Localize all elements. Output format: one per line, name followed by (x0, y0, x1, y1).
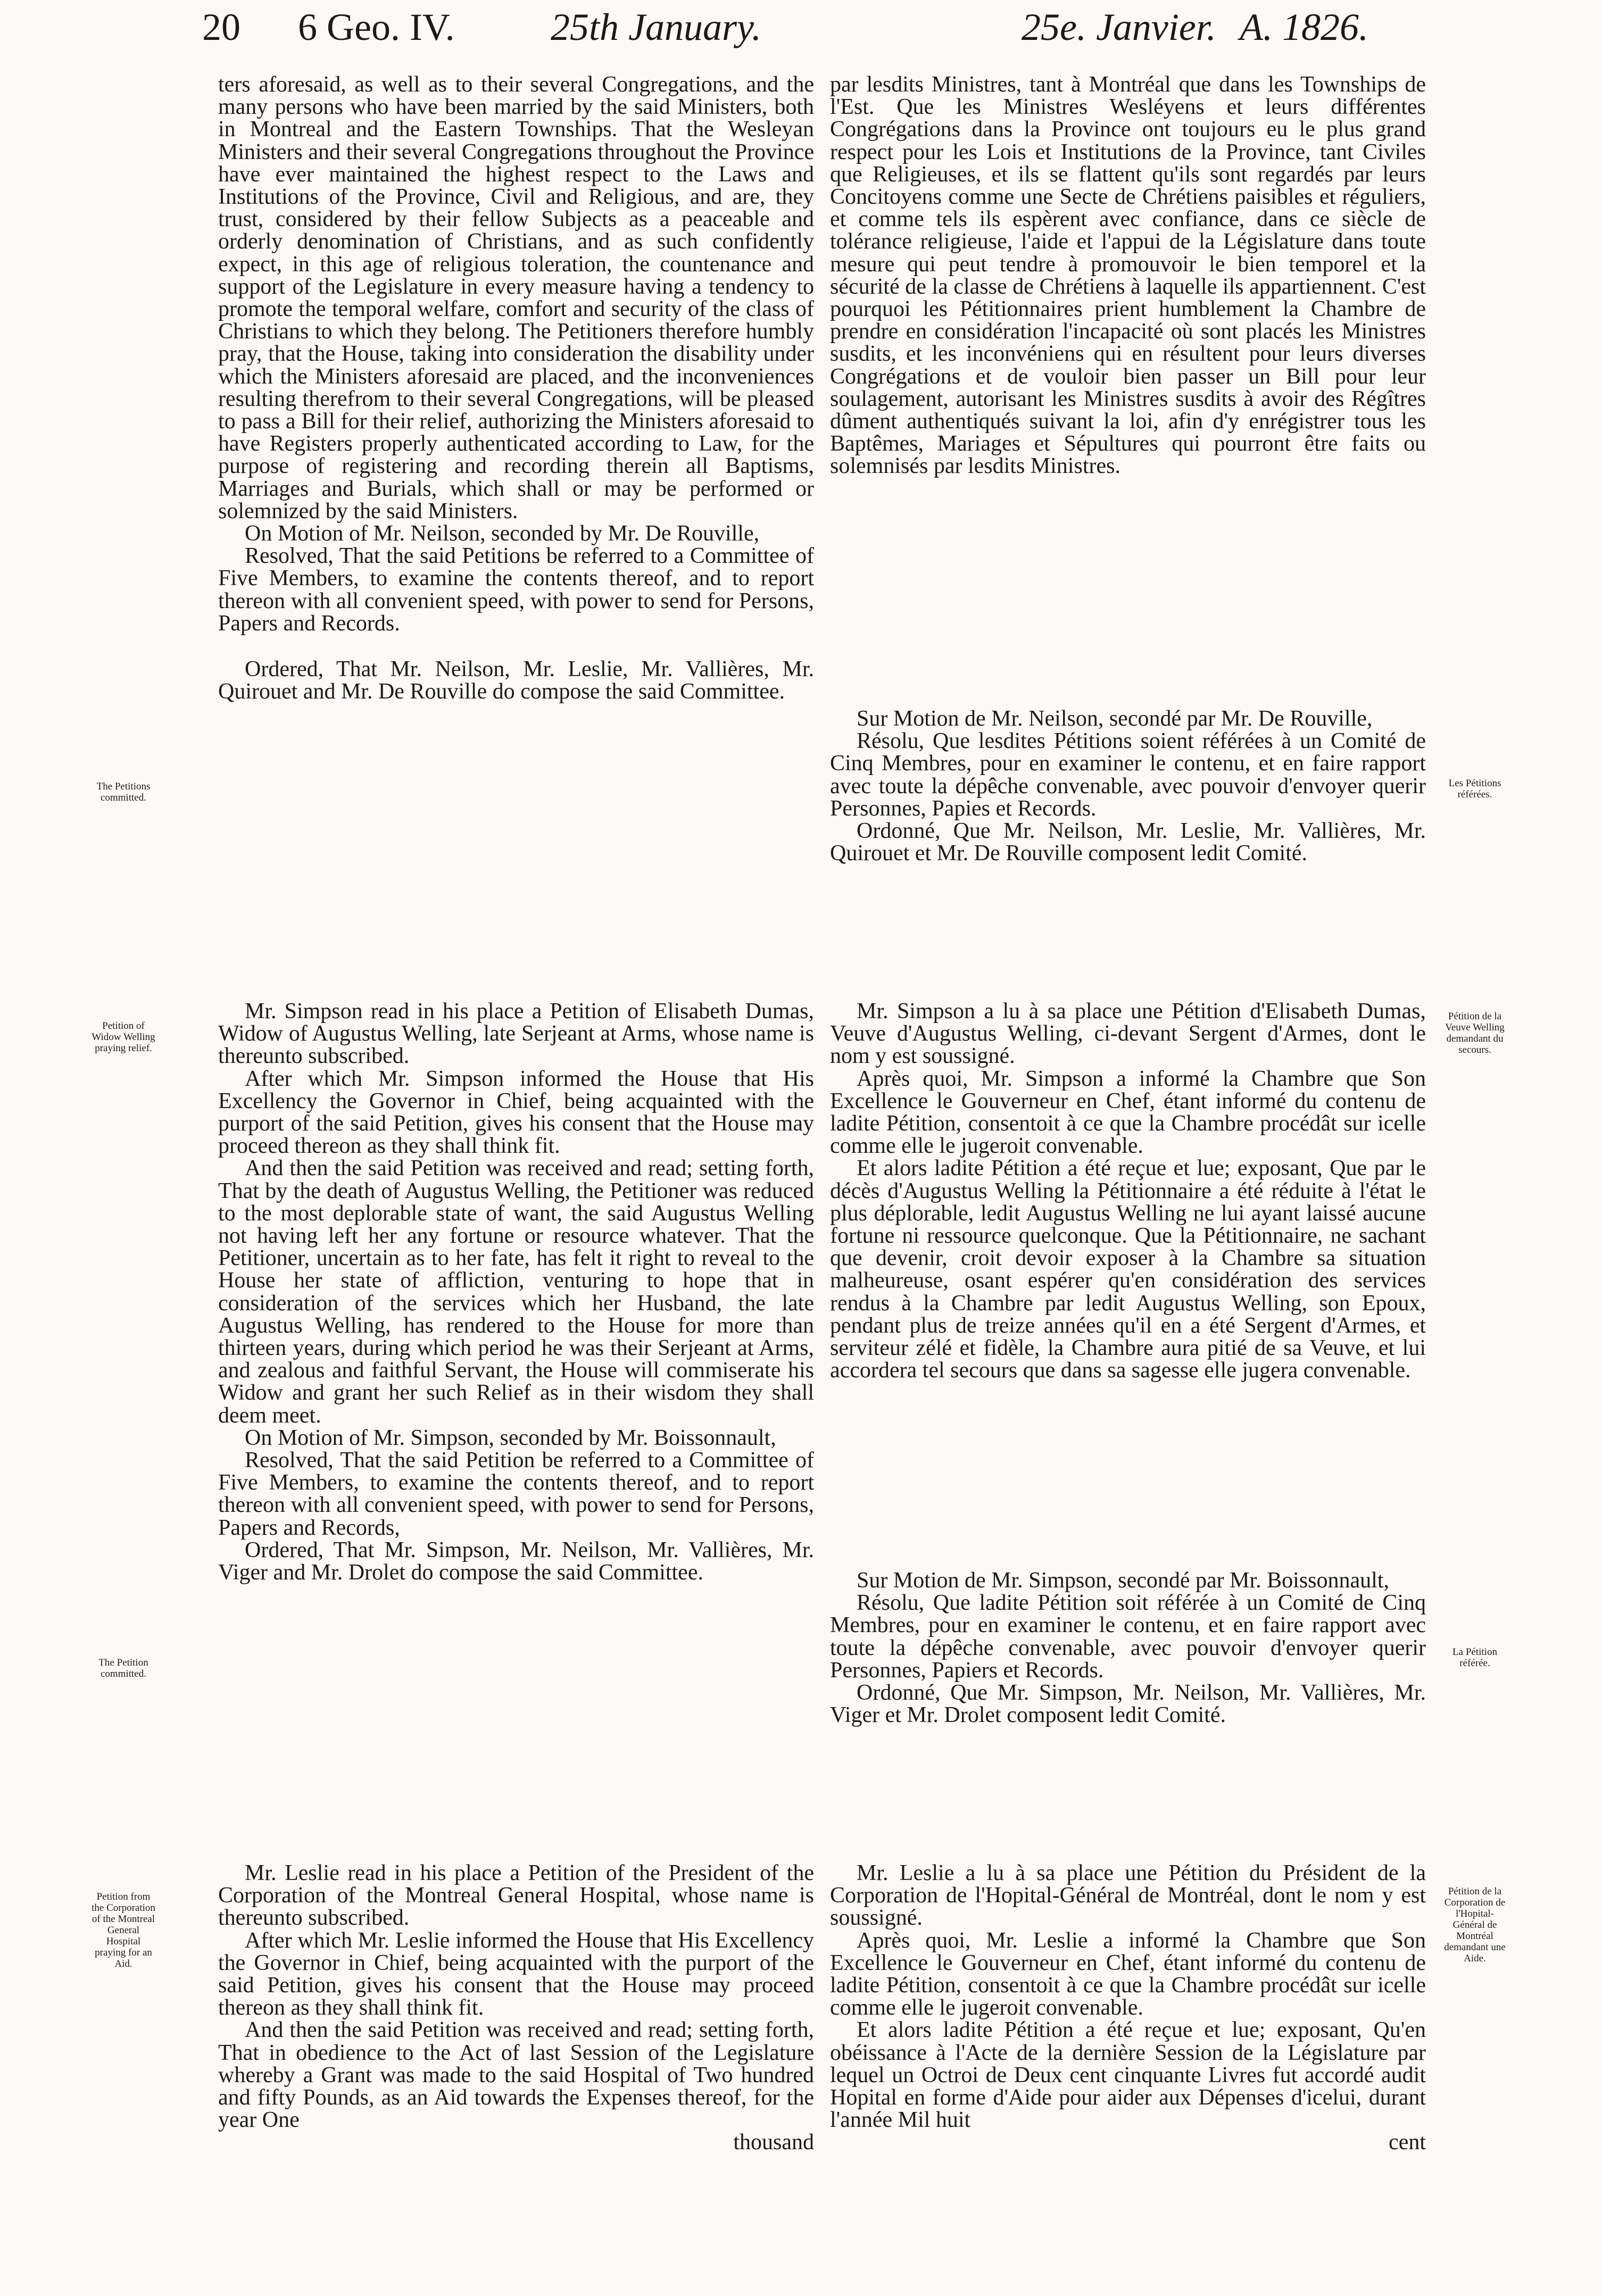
french-paragraph: Ordonné, Que Mr. Neilson, Mr. Leslie, Mr. Vallières, Mr. Quirouet et Mr. De Rouville composent ledit Comité. (830, 819, 1426, 866)
french-block-2 (830, 708, 1426, 864)
running-header (0, 3, 1602, 62)
french-block-4 (830, 1569, 1426, 1726)
french-paragraph: Et alors ladite Pétition a été reçue et lue; exposant, Que par le décès d'Augustus Welling la Pétitionnaire a été réduite à l'état le plus déplorable, ledit Augustus Welling ne lui ayant laissé aucune fortune ni ressource quelconque. Que la Pétitionnaire, ne sachant que devenir, croit devoir exposer à la Chambre sa situation malheureuse, osant espérer qu'en considération des services rendus à la Chambre par ledit Augustus Welling, son Epoux, pendant plus de treize années qu'il en a été Sergent d'Armes, et serviteur zélé et fidèle, la Chambre aura pitié de sa Veuve, et lui accordera tel secours que dans sa sagesse elle jugera convenable. (830, 1156, 1426, 1383)
english-paragraph: Resolved, That the said Petition be referred to a Committee of Five Members, to examine the contents thereof, and to report thereon with all convenient speed, with power to send for Persons, Papers and Records, (218, 1448, 814, 1540)
french-paragraph: par lesdits Ministres, tant à Montréal que dans les Townships de l'Est. Que les Ministres Wesléyens et leurs différentes Congrégations dans la Province ont toujours eu le plus grand respect pour les Lois et Institutions de la Province, tant Civiles que Religieuses, et ils se flattent qu'ils sont regardés par leurs Concitoyens comme une Secte de Chrétiens paisibles et réguliers, et comme tels ils espèrent avec confiance, dans ce siècle de tolérance religieuse, l'aide et l'appui de la Législature dans toute mesure qui peut tendre à promouvoir le bien temporel et la sécurité de la classe de Chrétiens à laquelle ils appartiennent. C'est pourquoi les Pétitionnaires prient humblement la Chambre de prendre en considération l'incapacité où sont placés les Ministres susdits, et les inconvéniens qui en résultent pour leurs diverses Congrégations et de vouloir bien passer un Bill pour leur soulagement, autorisant les Ministres susdits à avoir des Régîtres dûment authentiqués suivant la loi, afin d'y enrégistrer tous les Baptêmes, Mariages et Sépultures qui pourront être faits ou solemnisés par lesdits Ministres. (830, 72, 1426, 479)
french-paragraph: Sur Motion de Mr. Neilson, secondé par Mr. De Rouville, (857, 706, 1373, 731)
margin-note-petition-veuve: Pétition de la Veuve Welling demandant du secours. (1445, 1011, 1505, 1055)
english-paragraph: On Motion of Mr. Simpson, seconded by Mr. Boissonnault, (245, 1425, 776, 1450)
date-french: 25e. Janvier. (1022, 6, 1216, 48)
french-paragraph: Résolu, Que lesdites Pétitions soient référées à un Comité de Cinq Membres, pour en examiner le contenu, et en faire rapport avec toute la dépêche convenable, avec pouvoir d'envoyer querir Personnes, Papies et Records. (830, 729, 1426, 821)
french-block-5 (830, 1862, 1426, 2154)
english-paragraph: On Motion of Mr. Neilson, seconded by Mr. De Rouville, (245, 521, 760, 546)
french-paragraph: Mr. Simpson a lu à sa place une Pétition d'Elisabeth Dumas, Veuve d'Augustus Welling, ci-devant Sergent d'Armes, dont le nom y est soussigné. (830, 999, 1426, 1069)
french-paragraph: Après quoi, Mr. Simpson a informé la Chambre que Son Excellence le Gouverneur en Chef, étant informé du contenu de ladite Pétition, consentoit à ce que la Chambre procédât sur icelle comme elle le jugeroit convenable. (830, 1066, 1426, 1159)
margin-note-petition-hopital: Pétition de la Corporation de l'Hopital-Général de Montréal demandant une Aide. (1444, 1886, 1506, 1964)
french-paragraph: Résolu, Que ladite Pétition soit référée à un Comité de Cinq Membres, pour en examiner le contenu, et en faire rapport avec toute la dépêche convenable, avec pouvoir d'envoyer querir Personnes, Papiers et Records. (830, 1591, 1426, 1683)
margin-note-petition-hospital: Petition from the Corporation of the Montreal General Hospital praying for an Aid. (92, 1891, 155, 1969)
french-paragraph: Et alors ladite Pétition a été reçue et lue; exposant, Qu'en obéissance à l'Acte de la dernière Session de la Législature par lequel un Octroi de Deux cent cinquante Livres fut accordé audit Hopital en forme d'Aide pour aider aux Dépenses d'icelui, durant l'année Mil huit (830, 2018, 1426, 2133)
catchword: cent (1389, 2130, 1426, 2155)
french-paragraph: Après quoi, Mr. Leslie a informé la Chambre que Son Excellence le Gouverneur en Chef, étant informé du contenu de ladite Pétition, consentoit à ce que la Chambre procédât sur icelle comme elle le jugeroit convenable. (830, 1928, 1426, 2020)
margin-note-petition-widow: Petition of Widow Welling praying relief. (92, 1020, 155, 1054)
english-paragraph: And then the said Petition was received and read; setting forth, That by the death of Augustus Welling, the Petitioner was reduced to the most deplorable state of want, the said Augustus Welling not having left her any fortune or resource whatever. That the Petitioner, uncertain as to her fate, has felt it right to reveal to the House her state of affliction, venturing to hope that in consideration of the services which her Husband, the late Augustus Welling, has rendered to the House for more than thirteen years, during which period he was their Serjeant at Arms, and zealous and faithful Servant, the House will commiserate his Widow and grant her such Relief as in their wisdom they shall deem meet. (218, 1156, 814, 1428)
english-paragraph: Ordered, That Mr. Simpson, Mr. Neilson, Mr. Vallières, Mr. Viger and Mr. Drolet do compose the said Committee. (218, 1537, 814, 1585)
english-paragraph: ters aforesaid, as well as to their several Congregations, and the many persons who have been married by the said Ministers, both in Montreal and the Eastern Townships. That the Wesleyan Ministers and their several Congregations throughout the Province have ever maintained the highest respect to the Laws and Institutions of the Province, Civil and Religious, and are, they trust, considered by their fellow Subjects as a peaceable and orderly denomination of Christians, and as such confidently expect, in this age of religious toleration, the countenance and support of the Legislature in every measure having a tendency to promote the temporal welfare, comfort and security of the class of Christians to which they belong. The Petitioners therefore humbly pray, that the House, taking into consideration the disability under which the Ministers aforesaid are placed, and the inconveniences resulting therefrom to their several Congregations, will be pleased to pass a Bill for their relief, authorizing the Ministers aforesaid to have Registers properly authenticated according to Law, for the purpose of registering and recording therein all Baptisms, Marriages and Burials, which shall or may be performed or solemnized by the said Ministers. (218, 72, 814, 523)
french-paragraph: Mr. Leslie a lu à sa place une Pétition du Président de la Corporation de l'Hopital-Général de Montréal, dont le nom y est soussigné. (830, 1861, 1426, 1931)
margin-note-petitions-committed: The Petitions committed. (96, 781, 151, 803)
catchword: thousand (733, 2130, 814, 2155)
english-paragraph: Mr. Simpson read in his place a Petition of Elisabeth Dumas, Widow of Augustus Welling, late Serjeant at Arms, whose name is thereunto subscribed. (218, 999, 814, 1069)
english-paragraph: After which Mr. Leslie informed the House that His Excellency the Governor in Chief, being acquainted with the purport of the said Petition, gives his consent that the House may proceed thereon as they shall think fit. (218, 1928, 814, 2020)
english-block-1 (218, 73, 814, 703)
margin-note-petitions-referees: Les Pétitions référées. (1448, 778, 1501, 800)
session-year: A. 1826. (1240, 6, 1368, 48)
english-paragraph: Mr. Leslie read in his place a Petition of the President of the Corporation of the Montreal General Hospital, whose name is thereunto subscribed. (218, 1861, 814, 1931)
english-paragraph: Ordered, That Mr. Neilson, Mr. Leslie, Mr. Vallières, Mr. Quirouet and Mr. De Rouville do compose the said Committee. (218, 657, 814, 704)
english-paragraph: Resolved, That the said Petitions be referred to a Committee of Five Members, to examine the contents thereof, and to report thereon with all convenient speed, with power to send for Persons, Papers and Records. (218, 544, 814, 636)
english-block-3 (218, 1862, 814, 2154)
french-paragraph: Sur Motion de Mr. Simpson, secondé par Mr. Boissonnault, (857, 1568, 1389, 1593)
margin-note-petition-referee: La Pétition référée. (1452, 1646, 1497, 1669)
french-block-1 (830, 73, 1426, 478)
margin-note-petition-committed: The Petition committed. (98, 1657, 148, 1679)
regnal-year: 6 Geo. IV. (298, 6, 455, 48)
english-block-2 (218, 1000, 814, 1584)
english-paragraph: After which Mr. Simpson informed the House that His Excellency the Governor in Chief, being acquainted with the purport of the said Petition, gives his consent that the House may proceed thereon as they shall think fit. (218, 1066, 814, 1159)
date-english: 25th January. (551, 6, 761, 48)
page-number: 20 (202, 6, 240, 48)
french-paragraph: Ordonné, Que Mr. Simpson, Mr. Neilson, Mr. Vallières, Mr. Viger et Mr. Drolet composent ledit Comité. (830, 1681, 1426, 1728)
french-block-3 (830, 1000, 1426, 1382)
english-paragraph: And then the said Petition was received and read; setting forth, That in obedience to the Act of last Session of the Legislature whereby a Grant was made to the said Hospital of Two hundred and fifty Pounds, as an Aid towards the Expenses thereof, for the year One (218, 2018, 814, 2133)
